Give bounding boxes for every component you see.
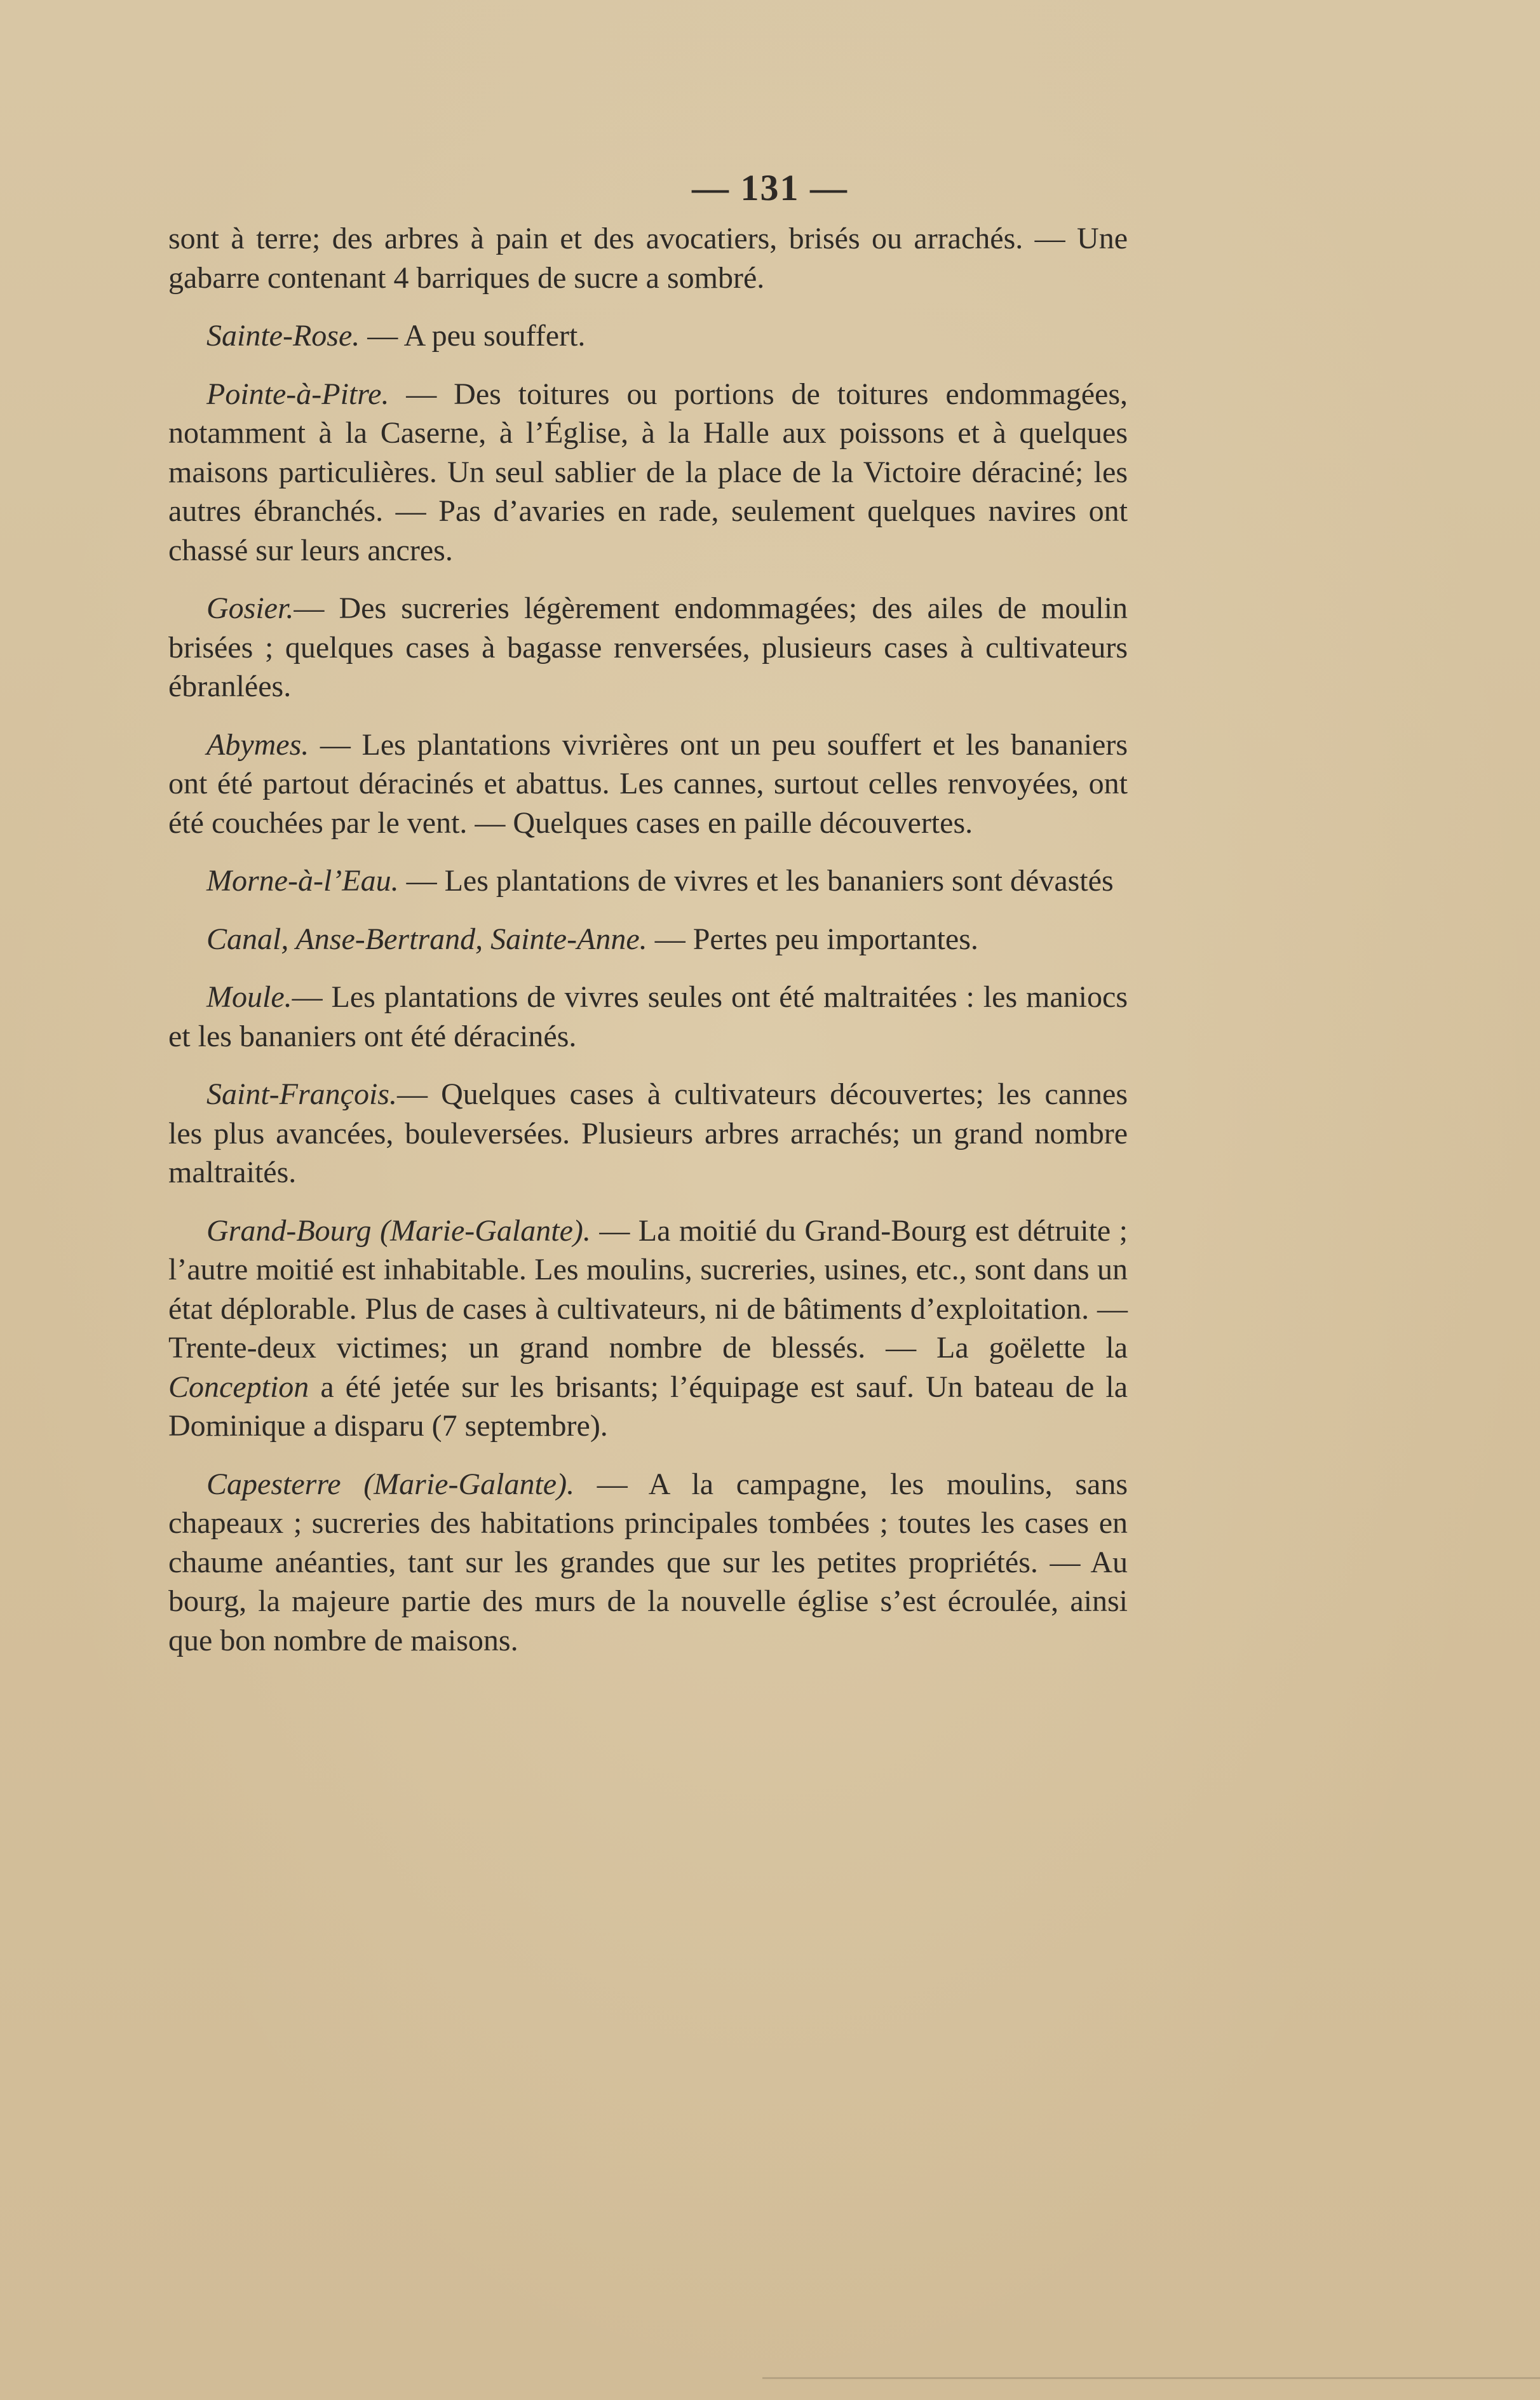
paragraph-continuation (168, 219, 1128, 297)
paragraph-text: — Des toitures ou portions de toitures endommagées, notamment à la Caserne, à l’Église, à la Halle aux poissons et à quelques maisons particulières. Un seul sablier de la place de la Victoire déraciné; les autres ébranchés. — Pas d’avaries en rade, seulement quelques navires ont chassé sur leurs ancres. (168, 377, 1128, 567)
paragraph-sainte-rose (168, 316, 1128, 356)
paragraph-gosier (168, 589, 1128, 706)
body-text (168, 219, 1128, 1679)
page-number: — 131 — (692, 167, 848, 208)
ship-name: Conception (168, 1370, 309, 1404)
paragraph-text: — Quelques cases à cultivateurs découvertes; les cannes les plus avancées, bouleversées. Plusieurs arbres arrachés; un grand nombre maltraités. (168, 1077, 1128, 1189)
paragraph-capesterre (168, 1465, 1128, 1661)
paragraph-text: — A la campagne, les moulins, sans chapeaux ; sucreries des habitations principales tombées ; toutes les cases en chaume anéanties, tant sur les grandes que sur les petites propriétés. — Au bourg, la majeure partie des murs de la nouvelle église s’est écroulée, ainsi que bon nombre de maisons. (168, 1467, 1128, 1657)
place-name: Capesterre (Marie-Galante). (206, 1467, 575, 1501)
paragraph-abymes (168, 725, 1128, 843)
paragraph-grand-bourg (168, 1211, 1128, 1446)
paragraph-pointe-a-pitre (168, 375, 1128, 570)
paragraph-text: — Pertes peu importantes. (647, 922, 978, 956)
paragraph-morne-a-l-eau (168, 861, 1128, 901)
place-name: Sainte-Rose. (206, 319, 360, 353)
paragraph-saint-francois (168, 1075, 1128, 1192)
place-name: Pointe-à-Pitre. (206, 377, 389, 411)
paragraph-text: a été jetée sur les brisants; l’équipage est sauf. Un bateau de la Dominique a disparu (7 septembre). (168, 1370, 1128, 1443)
place-name: Gosier. (206, 591, 294, 625)
paragraph-text: — A peu souffert. (360, 319, 586, 353)
place-name: Morne-à-l’Eau. (206, 864, 399, 898)
place-name: Grand-Bourg (Marie-Galante). (206, 1213, 591, 1248)
paragraph-text: — Des sucreries légèrement endommagées; des ailes de moulin brisées ; quelques cases à bagasse renversées, plusieurs cases à cultivateurs ébranlées. (168, 591, 1128, 703)
paragraph-moule (168, 978, 1128, 1056)
place-name: Saint-François. (206, 1077, 397, 1111)
paragraph-text: — Les plantations vivrières ont un peu souffert et les bananiers ont été partout déracinés et abattus. Les cannes, surtout celles renvoyées, ont été couchées par le vent. — Quelques cases en paille découvertes. (168, 727, 1128, 840)
place-name: Moule. (206, 980, 292, 1014)
place-name: Abymes. (206, 727, 309, 762)
place-name: Canal, Anse-Bertrand, Sainte-Anne. (206, 922, 647, 956)
bottom-edge-rule (762, 2377, 1540, 2379)
paragraph-text: — La moitié du Grand-Bourg est détruite ; l’autre moitié est inhabitable. Les moulins, sucreries, usines, etc., sont dans un état déplorable. Plus de cases à cultivateurs, ni de bâtiments d’exploitation. — Trente-deux victimes; un grand nombre de blessés. — La goëlette la (168, 1213, 1128, 1365)
paragraph-canal (168, 920, 1128, 959)
paragraph-text: sont à terre; des arbres à pain et des avocatiers, brisés ou arrachés. — Une gabarre contenant 4 barriques de sucre a sombré. (168, 222, 1128, 295)
paragraph-text: — Les plantations de vivres et les bananiers sont dévastés (398, 864, 1114, 898)
paragraph-text: — Les plantations de vivres seules ont été maltraitées : les maniocs et les bananiers ont été déracinés. (168, 980, 1128, 1053)
